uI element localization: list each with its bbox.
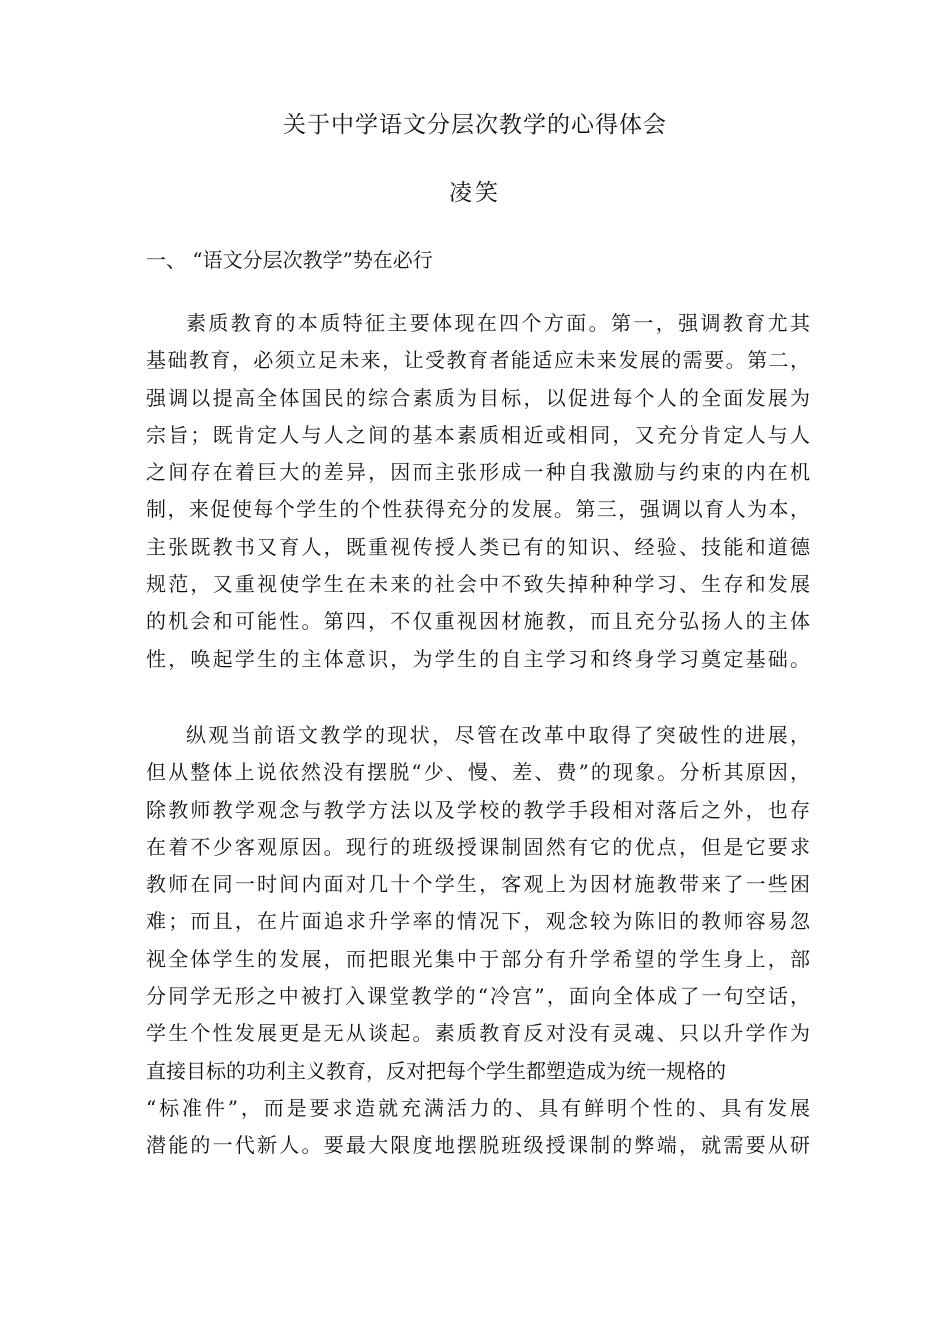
- paragraph-line: 基础教育，必须立足未来，让受教育者能适应未来发展的需要。第二，: [146, 348, 810, 373]
- paragraph-line: 强调以提高全体国民的综合素质为目标，以促进每个人的全面发展为: [146, 385, 810, 410]
- paragraph-line: 直接目标的功利主义教育，反对把每个学生都塑造成为统一规格的: [146, 1058, 726, 1083]
- paragraph-line: 宗旨；既肯定人与人之间的基本素质相近或相同，又充分肯定人与人: [146, 422, 810, 447]
- paragraph-line: 但从整体上说依然没有摆脱“少、慢、差、费”的现象。分析其原因，: [146, 760, 810, 785]
- paragraph-line: 难；而且，在片面追求升学率的情况下，观念较为陈旧的教师容易忽: [146, 909, 810, 934]
- author-name: 凌笑: [449, 180, 501, 206]
- paragraph-line: 之间存在着巨大的差异，因而主张形成一种自我激励与约束的内在机: [146, 460, 810, 485]
- paragraph-line: 潜能的一代新人。要最大限度地摆脱班级授课制的弊端，就需要从研: [146, 1133, 810, 1158]
- paragraph-line: 规范，又重视使学生在未来的社会中不致失掉种种学习、生存和发展: [146, 572, 810, 597]
- paragraph-line: “标准件”，而是要求造就充满活力的、具有鲜明个性的、具有发展: [146, 1095, 810, 1120]
- paragraph-line: 主张既教书又育人，既重视传授人类已有的知识、经验、技能和道德: [146, 534, 810, 559]
- paragraph-line: 分同学无形之中被打入课堂教学的“冷宫”，面向全体成了一句空话，: [146, 984, 810, 1009]
- document-title: 关于中学语文分层次教学的心得体会: [283, 112, 667, 138]
- paragraph-line: 在着不少客观原因。现行的班级授课制固然有它的优点，但是它要求: [146, 834, 810, 859]
- paragraph-line: 视全体学生的发展，而把眼光集中于部分有升学希望的学生身上，部: [146, 946, 810, 971]
- paragraph-line: 学生个性发展更是无从谈起。素质教育反对没有灵魂、只以升学作为: [146, 1021, 810, 1046]
- paragraph-line: 纵观当前语文教学的现状，尽管在改革中取得了突破性的进展，: [186, 723, 810, 747]
- paragraph-line: 性，唤起学生的主体意识，为学生的自主学习和终身学习奠定基础。: [146, 646, 810, 671]
- section-heading: 一、 “语文分层次教学”势在必行: [146, 248, 433, 272]
- paragraph-line: 除教师教学观念与教学方法以及学校的教学手段相对落后之外，也存: [146, 797, 810, 822]
- paragraph-1: [146, 305, 810, 678]
- paragraph-line: 教师在同一时间内面对几十个学生，客观上为因材施教带来了一些困: [146, 872, 810, 897]
- paragraph-line: 制，来促使每个学生的个性获得充分的发展。第三，强调以育人为本，: [146, 497, 810, 522]
- paragraph-2: [146, 717, 810, 1165]
- paragraph-line: 素质教育的本质特征主要体现在四个方面。第一，强调教育尤其: [186, 311, 810, 335]
- paragraph-line: 的机会和可能性。第四，不仅重视因材施教，而且充分弘扬人的主体: [146, 609, 810, 634]
